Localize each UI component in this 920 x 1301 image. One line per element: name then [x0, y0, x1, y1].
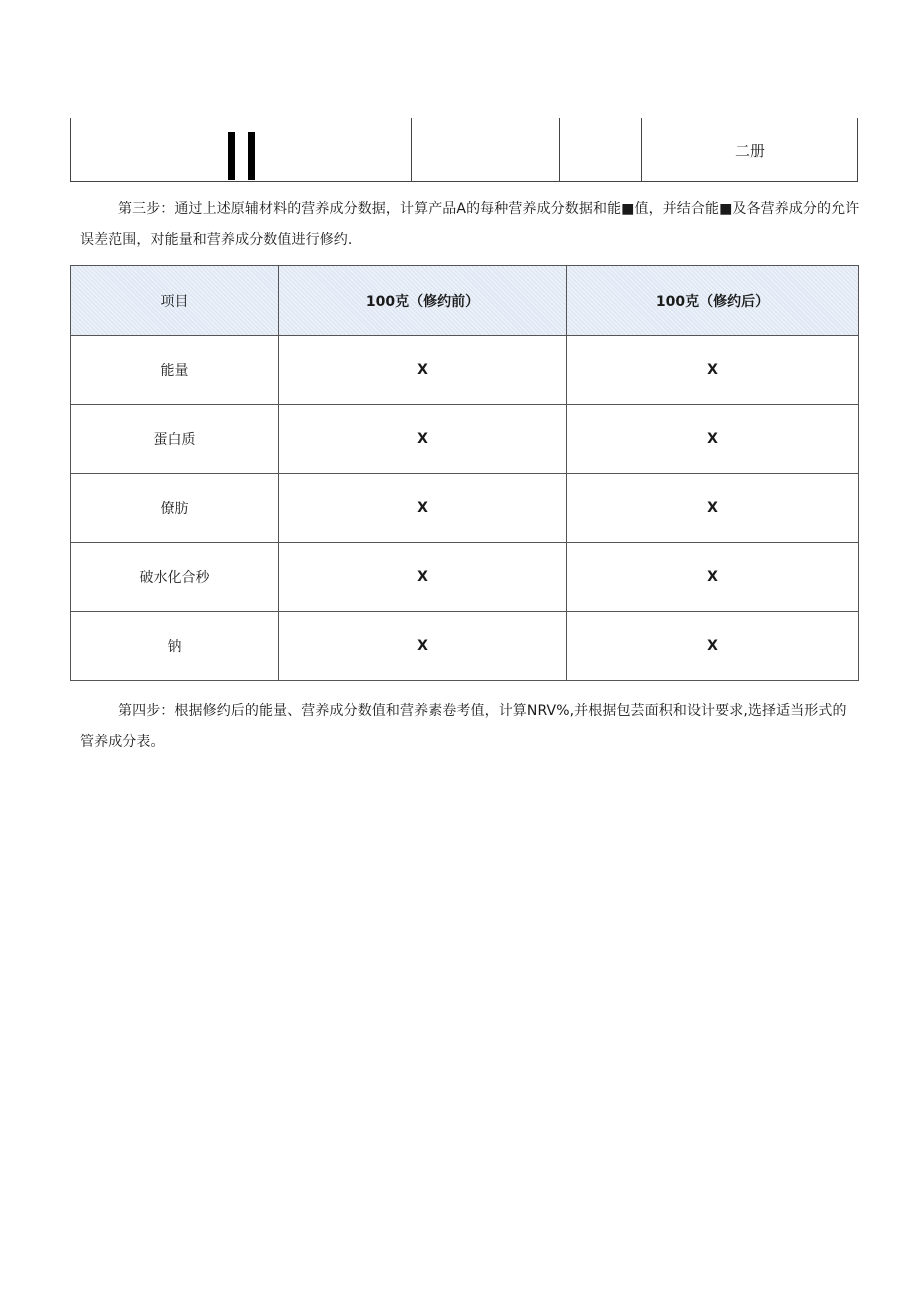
value-after: X: [567, 336, 859, 405]
table-row: [71, 612, 859, 681]
row-item-protein: 蛋白质: [71, 405, 279, 474]
row-item-fat: 僚肪: [71, 474, 279, 543]
value-after: X: [567, 474, 859, 543]
step4-paragraph: [80, 696, 860, 758]
table-cell-text: 二册: [734, 142, 765, 160]
header-item: 项目: [71, 266, 279, 336]
value-before: X: [279, 474, 567, 543]
step4-text: 第四步：根据修约后的能量、营养成分数值和营养素卷考值，计算NRV%,并根据包芸面积和设计要求,选择适当形式的管养成分表。: [80, 703, 847, 750]
value-before: X: [279, 405, 567, 474]
table-row: [71, 405, 859, 474]
nutrition-table: [70, 265, 859, 681]
value-after: X: [567, 543, 859, 612]
header-before-rounding: 100克（修约前）: [279, 266, 567, 336]
step3-text: 第三步：通过上述原辅材料的营养成分数据，计算产品A的每种营养成分数据和能■值，并结合能■及各营养成分的允许误差范围，对能量和营养成分数值进行修约.: [80, 201, 860, 248]
value-after: X: [567, 405, 859, 474]
value-before: X: [279, 612, 567, 681]
table-row: [71, 336, 859, 405]
value-after: X: [567, 612, 859, 681]
table-header-row: [71, 266, 859, 336]
column-divider: [411, 118, 412, 181]
column-divider: [559, 118, 560, 181]
continued-table-fragment: [70, 118, 858, 182]
step3-paragraph: [80, 194, 860, 256]
double-bar-mark: [228, 132, 258, 180]
header-after-rounding: 100克（修约后）: [567, 266, 859, 336]
value-before: X: [279, 543, 567, 612]
row-item-carbohydrate: 破水化合秒: [71, 543, 279, 612]
table-row: [71, 543, 859, 612]
row-item-sodium: 钠: [71, 612, 279, 681]
table-row: [71, 474, 859, 543]
row-item-energy: 能量: [71, 336, 279, 405]
value-before: X: [279, 336, 567, 405]
